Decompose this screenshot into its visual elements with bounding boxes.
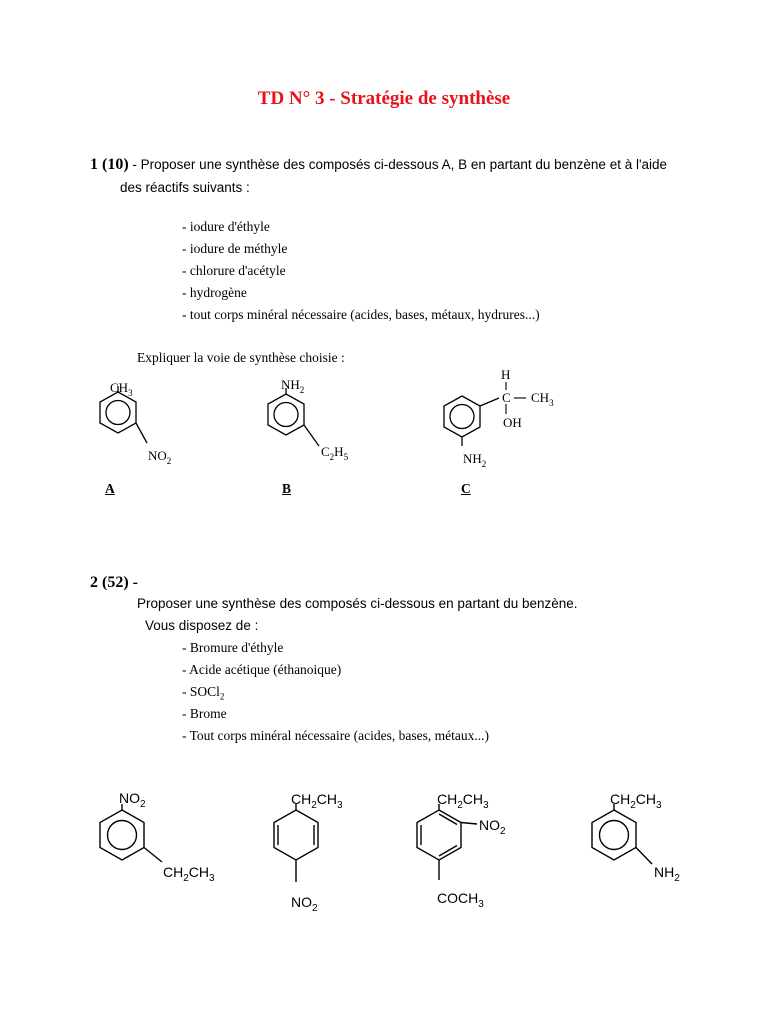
molecule-a-label: A <box>105 481 115 496</box>
q2-reagent-3-text: - SOCl <box>182 684 220 699</box>
svg-text:NH2 <box>654 864 680 884</box>
molecule-b-label: B <box>282 481 292 496</box>
mol-e-top-ch: CH <box>291 791 312 807</box>
mol-a-side-index: 2 <box>166 456 172 466</box>
molecule-b-structure <box>255 372 375 472</box>
page-title: TD N° 3 - Stratégie de synthèse <box>257 88 511 109</box>
question-2-line1 <box>90 574 138 592</box>
mol-c-oh-label: OH <box>503 415 522 430</box>
svg-text:CH2CH3 <box>610 791 662 811</box>
mol-c-c-label: C <box>502 390 511 405</box>
molecule-f-structure <box>405 782 555 912</box>
svg-text:C2H5 <box>321 444 349 462</box>
mol-g-top-ch2: CH <box>635 791 657 807</box>
mol-a-top-index: 3 <box>128 388 133 398</box>
mol-d-top-index: 2 <box>140 799 146 810</box>
molecule-c-label: C <box>461 481 471 496</box>
q2-reagent-5: - Tout corps minéral nécessaire (acides, bases, métaux...) <box>182 728 489 743</box>
q2-reagent-3 <box>182 684 224 702</box>
mol-g-top-idx1: 2 <box>630 800 636 811</box>
molecule-g-structure <box>582 782 722 892</box>
q1-reagent-1: - iodure d'éthyle <box>182 219 270 234</box>
question-2-number: 2 (52) <box>90 574 129 591</box>
question-1-number: 1 (10) <box>90 156 129 173</box>
mol-b-top-index: 2 <box>299 385 305 395</box>
svg-text:NO2 <box>291 894 318 914</box>
q1-explain: Expliquer la voie de synthèse choisie : <box>137 350 345 365</box>
mol-f-side-index: 2 <box>500 826 506 837</box>
q1-reagent-5: - tout corps minéral nécessaire (acides, bases, métaux, hydrures...) <box>182 307 540 322</box>
svg-text:NO2 <box>119 790 146 810</box>
mol-b-side-h: H <box>334 444 344 459</box>
question-2-intro-line2: Vous disposez de : <box>145 618 259 633</box>
mol-d-side-idx2: 3 <box>209 873 215 884</box>
mol-b-side-c: C <box>321 444 330 459</box>
svg-text:CH3 <box>531 390 554 408</box>
mol-a-side-label: NO <box>148 448 167 463</box>
mol-b-side-idx2: 5 <box>343 452 349 462</box>
q1-reagent-3: - chlorure d'acétyle <box>182 263 286 278</box>
mol-e-top-ch2: CH <box>316 791 338 807</box>
molecule-e-structure <box>262 782 372 922</box>
mol-e-bottom-label: NO <box>291 894 312 910</box>
mol-e-top-idx2: 3 <box>337 800 343 811</box>
mol-d-side-ch2: CH <box>188 864 210 880</box>
question-1-intro-line2: des réactifs suivants : <box>120 180 250 195</box>
mol-g-side-index: 2 <box>674 873 680 884</box>
mol-f-top-ch2: CH <box>462 791 484 807</box>
q2-reagent-2: - Acide acétique (éthanoique) <box>182 662 342 677</box>
mol-f-top-ch: CH <box>437 791 458 807</box>
mol-c-h-label: H <box>501 367 511 382</box>
molecule-d-structure <box>92 782 242 892</box>
mol-f-top-idx2: 3 <box>483 800 489 811</box>
q2-reagent-1: - Bromure d'éthyle <box>182 640 284 655</box>
mol-f-side-label: NO <box>479 817 500 833</box>
question-1-intro: - Proposer une synthèse des composés ci-dessous A, B en partant du benzène et à l'aide <box>128 157 668 172</box>
mol-f-bottom-index: 3 <box>478 899 484 910</box>
molecule-a-structure <box>85 372 195 472</box>
molecule-c-structure <box>432 362 582 477</box>
mol-d-side-ch: CH <box>163 864 184 880</box>
mol-f-bottom-label: COCH <box>437 890 479 906</box>
mol-b-top-label: NH <box>281 377 300 392</box>
question-2-intro: Proposer une synthèse des composés ci-dessous en partant du benzène. <box>137 596 578 611</box>
question-1-line1 <box>90 156 667 174</box>
q1-reagent-4: - hydrogène <box>182 285 247 300</box>
svg-text:CH3 <box>110 380 133 398</box>
q2-reagent-4: - Brome <box>182 706 227 721</box>
mol-d-side-idx1: 2 <box>183 873 189 884</box>
mol-e-bottom-index: 2 <box>312 903 318 914</box>
mol-c-nh2-index: 2 <box>481 459 487 469</box>
svg-text:CH2CH3 <box>163 864 215 884</box>
mol-e-top-idx1: 2 <box>311 800 317 811</box>
mol-c-ch3-label: CH <box>531 390 550 405</box>
mol-g-top-ch: CH <box>610 791 631 807</box>
svg-text:NH2 <box>281 377 304 395</box>
mol-b-side-idx1: 2 <box>329 452 335 462</box>
question-2-dash: - <box>128 574 138 591</box>
mol-c-ch3-index: 3 <box>549 398 554 408</box>
svg-text:COCH3 <box>437 890 484 910</box>
svg-text:NO2 <box>148 448 171 466</box>
svg-text:CH2CH3 <box>437 791 489 811</box>
mol-d-top-label: NO <box>119 790 140 806</box>
q2-reagent-3-subscript: 2 <box>219 691 225 702</box>
mol-g-top-idx2: 3 <box>656 800 662 811</box>
mol-a-top-label: CH <box>110 380 129 395</box>
mol-f-top-idx1: 2 <box>457 800 463 811</box>
svg-text:CH2CH3 <box>291 791 343 811</box>
svg-text:NO2 <box>479 817 506 837</box>
mol-c-nh2-label: NH <box>463 451 482 466</box>
q1-reagent-2: - iodure de méthyle <box>182 241 288 256</box>
svg-text:NH2 <box>463 451 486 469</box>
mol-g-side-label: NH <box>654 864 675 880</box>
